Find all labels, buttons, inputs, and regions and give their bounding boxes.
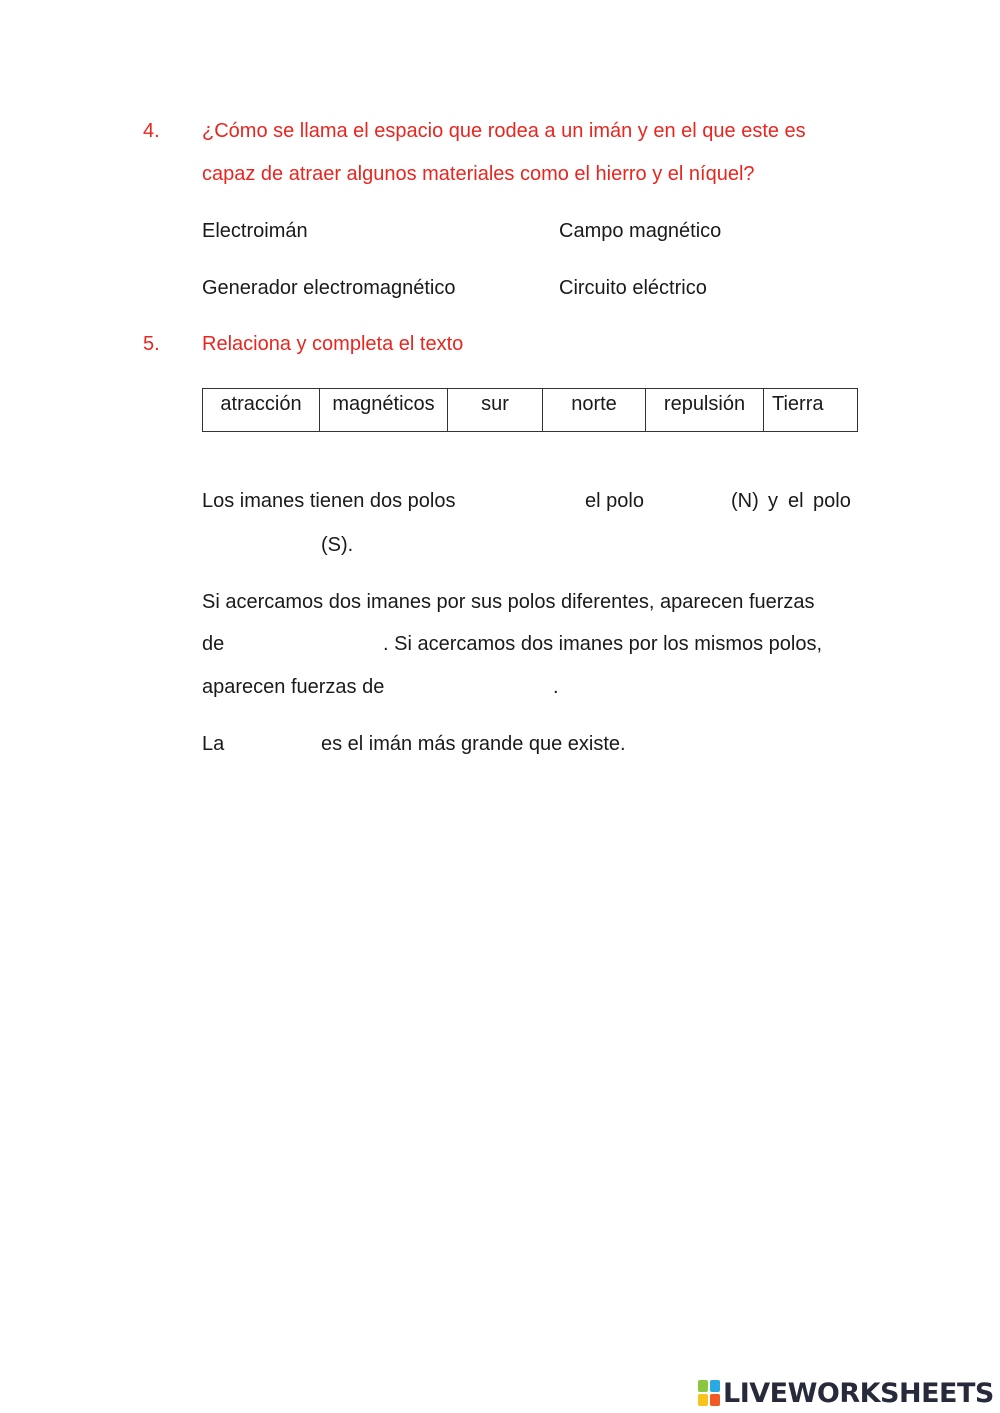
p1-text-b: el polo bbox=[585, 490, 644, 512]
p1-text-f: polo bbox=[813, 490, 851, 512]
word-bank-cell bbox=[320, 389, 448, 432]
liveworksheets-logo-icon bbox=[698, 1380, 720, 1406]
p1-text-e: el bbox=[788, 490, 804, 512]
option-circuito-electrico[interactable]: Circuito eléctrico bbox=[559, 277, 707, 299]
word-tierra: Tierra bbox=[772, 393, 824, 415]
word-sur: sur bbox=[481, 393, 509, 415]
option-electroiman[interactable]: Electroimán bbox=[202, 220, 308, 242]
p2-line-2-b: . Si acercamos dos imanes por los mismos polos, bbox=[383, 633, 823, 655]
p2-line-3-a: aparecen fuerzas de bbox=[202, 676, 385, 698]
option-campo-magnetico[interactable]: Campo magnético bbox=[559, 220, 722, 242]
blank-1-input[interactable] bbox=[472, 490, 582, 518]
word-repulsion: repulsión bbox=[663, 393, 746, 415]
p3-text-a: La bbox=[202, 733, 225, 755]
question-4-text-line-1: ¿Cómo se llama el espacio que rodea a un imán y en el que este es bbox=[202, 120, 806, 142]
p2-line-2-a: de bbox=[202, 633, 225, 655]
p2-line-1: Si acercamos dos imanes por sus polos diferentes, aparecen fuerzas bbox=[202, 591, 815, 613]
word-bank-cell bbox=[646, 389, 764, 432]
word-bank-cell bbox=[543, 389, 646, 432]
word-atraccion: atracción bbox=[220, 393, 302, 415]
word-bank-cell bbox=[203, 389, 320, 432]
word-norte: norte bbox=[571, 393, 617, 415]
option-generador-electromagnetico[interactable]: Generador electromagnético bbox=[202, 277, 456, 299]
blank-2-input[interactable] bbox=[652, 490, 728, 518]
question-5-title: Relaciona y completa el texto bbox=[202, 333, 464, 355]
word-bank-cell bbox=[764, 389, 858, 432]
liveworksheets-logo-text: LIVEWORKSHEETS bbox=[723, 1377, 994, 1409]
liveworksheets-logo bbox=[698, 1378, 994, 1408]
blank-3-input[interactable] bbox=[202, 533, 317, 561]
blank-4-input[interactable] bbox=[230, 633, 380, 661]
p1-text-g: (S). bbox=[321, 534, 354, 556]
question-4-text-line-2: capaz de atraer algunos materiales como el hierro y el níquel? bbox=[202, 163, 755, 185]
blank-5-input[interactable] bbox=[397, 676, 552, 704]
blank-6-input[interactable] bbox=[226, 733, 318, 761]
p1-text-c: (N) bbox=[731, 490, 759, 512]
question-4-number: 4. bbox=[143, 120, 160, 142]
word-bank-cell bbox=[448, 389, 543, 432]
question-5-number: 5. bbox=[143, 333, 160, 355]
p2-line-3-b: . bbox=[553, 676, 559, 698]
word-magneticos: magnéticos bbox=[332, 393, 435, 415]
p3-text-b: es el imán más grande que existe. bbox=[321, 733, 626, 755]
word-bank-table bbox=[202, 388, 858, 432]
p1-text-d: y bbox=[768, 490, 778, 512]
p1-text-a: Los imanes tienen dos polos bbox=[202, 490, 456, 512]
